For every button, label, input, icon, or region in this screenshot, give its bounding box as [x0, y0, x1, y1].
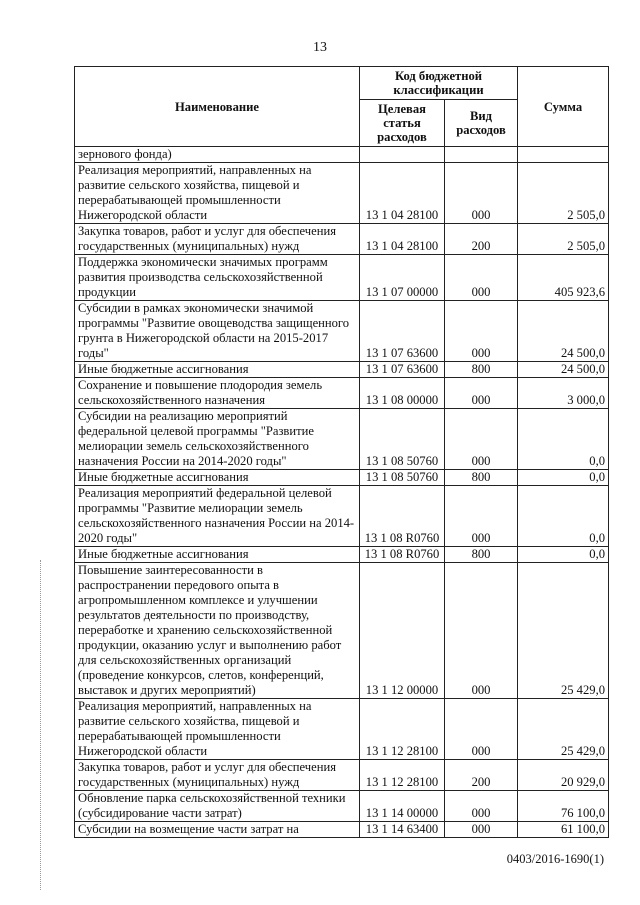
- row-type: 000: [445, 486, 518, 547]
- row-code: 13 1 08 R0760: [360, 486, 445, 547]
- page-number: 13: [313, 40, 327, 55]
- row-type: 000: [445, 378, 518, 409]
- row-sum: 61 100,0: [518, 822, 609, 838]
- table-row: [75, 822, 609, 838]
- row-type: 200: [445, 760, 518, 791]
- row-name: Иные бюджетные ассигнования: [75, 362, 360, 378]
- row-sum: 3 000,0: [518, 378, 609, 409]
- row-sum: 25 429,0: [518, 699, 609, 760]
- table-row: [75, 699, 609, 760]
- row-type: 000: [445, 255, 518, 301]
- row-type: 000: [445, 163, 518, 224]
- header-target-article: Целевая статья расходов: [360, 100, 445, 147]
- row-code: 13 1 08 R0760: [360, 547, 445, 563]
- row-name: Иные бюджетные ассигнования: [75, 547, 360, 563]
- row-type: 000: [445, 699, 518, 760]
- row-type: 000: [445, 791, 518, 822]
- row-name: Реализация мероприятий, направленных на развитие сельского хозяйства, пищевой и перерабатывающей промышленности Нижегородской области: [75, 699, 360, 760]
- header-sum: Сумма: [518, 67, 609, 147]
- row-type: 000: [445, 822, 518, 838]
- row-name: Реализация мероприятий федеральной целевой программы "Развитие мелиорации земель сельскохозяйственного назначения России на 2014-2020 годы": [75, 486, 360, 547]
- row-sum: 24 500,0: [518, 362, 609, 378]
- table-row: [75, 301, 609, 362]
- row-name: Закупка товаров, работ и услуг для обеспечения государственных (муниципальных) нужд: [75, 224, 360, 255]
- table-row: [75, 378, 609, 409]
- row-sum: 0,0: [518, 486, 609, 547]
- row-code: 13 1 08 00000: [360, 378, 445, 409]
- row-name: Субсидии на возмещение части затрат на: [75, 822, 360, 838]
- row-type: 800: [445, 470, 518, 486]
- row-type: 000: [445, 409, 518, 470]
- document-id: 0403/2016-1690(1): [506, 852, 604, 866]
- row-code: 13 1 08 50760: [360, 470, 445, 486]
- row-sum: 2 505,0: [518, 224, 609, 255]
- row-code: 13 1 07 63600: [360, 362, 445, 378]
- row-code: 13 1 12 28100: [360, 699, 445, 760]
- table-row: [75, 224, 609, 255]
- row-name: зернового фонда): [75, 147, 360, 163]
- budget-table: [74, 66, 609, 838]
- row-sum: 0,0: [518, 409, 609, 470]
- table-row: [75, 547, 609, 563]
- row-sum: 20 929,0: [518, 760, 609, 791]
- row-name: Реализация мероприятий, направленных на развитие сельского хозяйства, пищевой и перерабатывающей промышленности Нижегородской области: [75, 163, 360, 224]
- row-name: Поддержка экономически значимых программ развития производства сельскохозяйственной продукции: [75, 255, 360, 301]
- row-code: 13 1 12 28100: [360, 760, 445, 791]
- row-type: 200: [445, 224, 518, 255]
- row-code: 13 1 14 63400: [360, 822, 445, 838]
- table-row: [75, 362, 609, 378]
- row-code: 13 1 14 00000: [360, 791, 445, 822]
- row-type: 800: [445, 547, 518, 563]
- row-code: 13 1 07 00000: [360, 255, 445, 301]
- row-sum: 2 505,0: [518, 163, 609, 224]
- row-code: 13 1 12 00000: [360, 563, 445, 699]
- row-code: [360, 147, 445, 163]
- row-name: Сохранение и повышение плодородия земель сельскохозяйственного назначения: [75, 378, 360, 409]
- header-expense-type: Вид расходов: [445, 100, 518, 147]
- row-name: Субсидии на реализацию мероприятий федеральной целевой программы "Развитие мелиорации земель сельскохозяйственного назначения России на 2014-2020 годы": [75, 409, 360, 470]
- table-row: [75, 147, 609, 163]
- row-name: Повышение заинтересованности в распространении передового опыта в агропромышленном комплексе и улучшении результатов деятельности по производству, переработке и хранению сельскохозяйственной продукции, оказанию услуг и выполнению работ для сельскохозяйственных организаций (проведение конкурсов, слетов, конференций, выставок и других мероприятий): [75, 563, 360, 699]
- row-code: 13 1 08 50760: [360, 409, 445, 470]
- row-name: Иные бюджетные ассигнования: [75, 470, 360, 486]
- header-name: Наименование: [75, 67, 360, 147]
- table-row: [75, 470, 609, 486]
- row-sum: 25 429,0: [518, 563, 609, 699]
- table-row: [75, 486, 609, 547]
- row-sum: 76 100,0: [518, 791, 609, 822]
- row-sum: 0,0: [518, 470, 609, 486]
- row-type: 000: [445, 563, 518, 699]
- table-row: [75, 563, 609, 699]
- table-row: [75, 255, 609, 301]
- row-sum: [518, 147, 609, 163]
- row-code: 13 1 04 28100: [360, 163, 445, 224]
- table-row: [75, 409, 609, 470]
- row-type: [445, 147, 518, 163]
- row-name: Закупка товаров, работ и услуг для обеспечения государственных (муниципальных) нужд: [75, 760, 360, 791]
- row-sum: 0,0: [518, 547, 609, 563]
- table-row: [75, 760, 609, 791]
- margin-mark: [40, 560, 42, 890]
- row-name: Обновление парка сельскохозяйственной техники (субсидирование части затрат): [75, 791, 360, 822]
- row-name: Субсидии в рамках экономически значимой программы "Развитие овощеводства защищенного грунта в Нижегородской области на 2015-2017 годы": [75, 301, 360, 362]
- table-row: [75, 163, 609, 224]
- row-code: 13 1 07 63600: [360, 301, 445, 362]
- row-sum: 24 500,0: [518, 301, 609, 362]
- table-body: [75, 147, 609, 838]
- table-row: [75, 791, 609, 822]
- row-code: 13 1 04 28100: [360, 224, 445, 255]
- row-sum: 405 923,6: [518, 255, 609, 301]
- row-type: 000: [445, 301, 518, 362]
- row-type: 800: [445, 362, 518, 378]
- header-budget-code: Код бюджетной классификации: [360, 67, 518, 100]
